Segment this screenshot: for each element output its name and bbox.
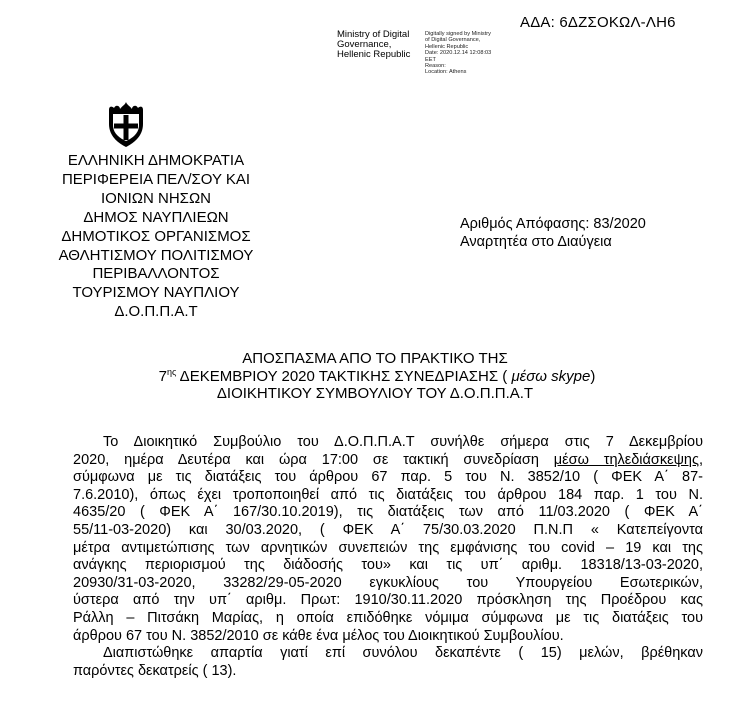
- org-line: ΤΟΥΡΙΣΜΟΥ ΝΑΥΠΛΙΟΥ: [72, 284, 240, 302]
- heading-line: ΔΙΟΙΚΗΤΙΚΟΥ ΣΥΜΒΟΥΛΙΟΥ ΤΟΥ Δ.Ο.Π.Π.Α.Τ: [216, 385, 534, 402]
- body-line: σύμφωνα με τις διατάξεις του άρθρου 67 παρ. 5 του Ν. 3852/10 ( ΦΕΚ Α΄ 87-: [73, 469, 703, 486]
- ordinal-suffix: ης: [167, 366, 177, 377]
- document-body: [73, 434, 703, 680]
- session-mode: μέσω skype: [511, 367, 591, 385]
- heading-line-session: [0, 368, 750, 386]
- organization-header: [50, 152, 262, 322]
- signature-line: of Digital Governance,: [425, 37, 481, 44]
- body-line: Το Διοικητικό Συμβούλιο του Δ.Ο.Π.Π.Α.Τ συνήλθε σήμερα στις 7 Δεκεμβρίου: [103, 434, 703, 450]
- session-end: ): [590, 367, 596, 385]
- org-line: ΕΛΛΗΝΙΚΗ ΔΗΜΟΚΡΑΤΙΑ: [67, 152, 245, 169]
- org-line: ΔΗΜΟΣ ΝΑΥΠΛΙΕΩΝ: [83, 208, 229, 226]
- org-line: ΑΘΛΗΤΙΣΜΟΥ ΠΟΛΙΤΙΣΜΟΥ: [58, 246, 254, 264]
- body-line: ανάγκης περιορισμού της διάδοσής του» και τις υπ΄ αριθμ. 18318/13-03-2020,: [73, 557, 703, 574]
- body-line: 20930/31-03-2020, 33282/29-05-2020 εγκυκλίους του Υπουργείου Εσωτερικών,: [73, 574, 703, 591]
- body-line: άρθρου 67 του Ν. 3852/2010 σε κάθε ένα μέλος του Διοικητικού Συμβουλίου.: [73, 627, 564, 644]
- body-line: Διαπιστώθηκε απαρτία γιατί επί συνόλου δεκαπέντε ( 15) μελών, βρέθηκαν: [103, 645, 703, 662]
- body-segment: 2020, ημέρα Δευτέρα και ώρα 17:00 σε τακτική συνεδρίαση: [73, 451, 554, 468]
- posting-note: Αναρτητέα στο Διαύγεια: [460, 233, 612, 250]
- org-line: ΔΗΜΟΤΙΚΟΣ ΟΡΓΑΝΙΣΜΟΣ: [61, 227, 251, 245]
- body-line: [73, 452, 703, 470]
- body-line: 4635/20 ( ΦΕΚ Α΄ 167/30.10.2019), τις διατάξεις των από 11/03.2020 ( ΦΕΚ Α΄: [73, 504, 703, 521]
- signer-line: Hellenic Republic: [337, 49, 411, 60]
- session-day: 7: [158, 367, 167, 385]
- signer-line: Governance,: [337, 39, 392, 50]
- ada-code: ΑΔΑ: 6ΔΖΣΟΚΩΛ-ΛΗ6: [520, 14, 676, 31]
- document-heading: [0, 350, 750, 403]
- session-text: ΔΕΚΕΜΒΡΙΟΥ 2020 ΤΑΚΤΙΚΗΣ ΣΥΝΕΔΡΙΑΣΗΣ (: [176, 367, 512, 385]
- signer-line: Ministry of Digital: [337, 29, 410, 40]
- org-line: Δ.Ο.Π.Π.Α.Τ: [114, 303, 198, 321]
- signature-line: Digitally signed by Ministry: [425, 31, 491, 37]
- body-line: ύστερα από την υπ΄ αριθμ. Πρωτ: 1910/30.11.2020 πρόσκληση της Προέδρου κας: [73, 592, 703, 609]
- org-line: ΙΟΝΙΩΝ ΝΗΣΩΝ: [100, 189, 212, 207]
- body-line: μέτρα αντιμετώπισης των αρνητικών συνεπειών της εμφάνισης του covid – 19 και της: [73, 539, 703, 556]
- signature-line: Reason:: [425, 63, 446, 70]
- signature-line: EET: [425, 56, 436, 63]
- org-line: ΠΕΡΙΒΑΛΛΟΝΤΟΣ: [92, 265, 220, 283]
- digital-signature-details: [425, 31, 491, 76]
- decision-info: [460, 216, 646, 251]
- decision-number: Αριθμός Απόφασης: 83/2020: [460, 216, 646, 232]
- body-line: Ράλλη – Πιτσάκη Μαρίας, η οποία επιδόθηκε νόμιμα σύμφωνα με τις διατάξεις του: [73, 609, 703, 626]
- body-line: παρόντες δεκατρείς ( 13).: [73, 662, 237, 679]
- signer-name: [337, 30, 410, 60]
- greek-coat-of-arms-icon: [106, 100, 146, 148]
- org-line: ΠΕΡΙΦΕΡΕΙΑ ΠΕΛ/ΣΟΥ ΚΑΙ: [61, 170, 251, 188]
- underlined-phrase: μέσω τηλεδιάσκεψης,: [553, 451, 703, 468]
- body-line: 7.6.2010), όπως έχει τροποποιηθεί από τις διατάξεις του άρθρου 184 παρ. 1 του Ν.: [73, 486, 703, 503]
- heading-line: ΑΠΟΣΠΑΣΜΑ ΑΠΟ ΤΟ ΠΡΑΚΤΙΚΟ ΤΗΣ: [242, 350, 508, 367]
- signature-line: Hellenic Republic: [425, 43, 469, 50]
- body-line: 55/11-03-2020) και 30/03.2020, ( ΦΕΚ Α΄ 75/30.03.2020 Π.Ν.Π « Κατεπείγοντα: [73, 521, 703, 538]
- signature-line: Location: Athens: [425, 69, 467, 76]
- signature-line: Date: 2020.12.14 12:08:03: [425, 50, 492, 57]
